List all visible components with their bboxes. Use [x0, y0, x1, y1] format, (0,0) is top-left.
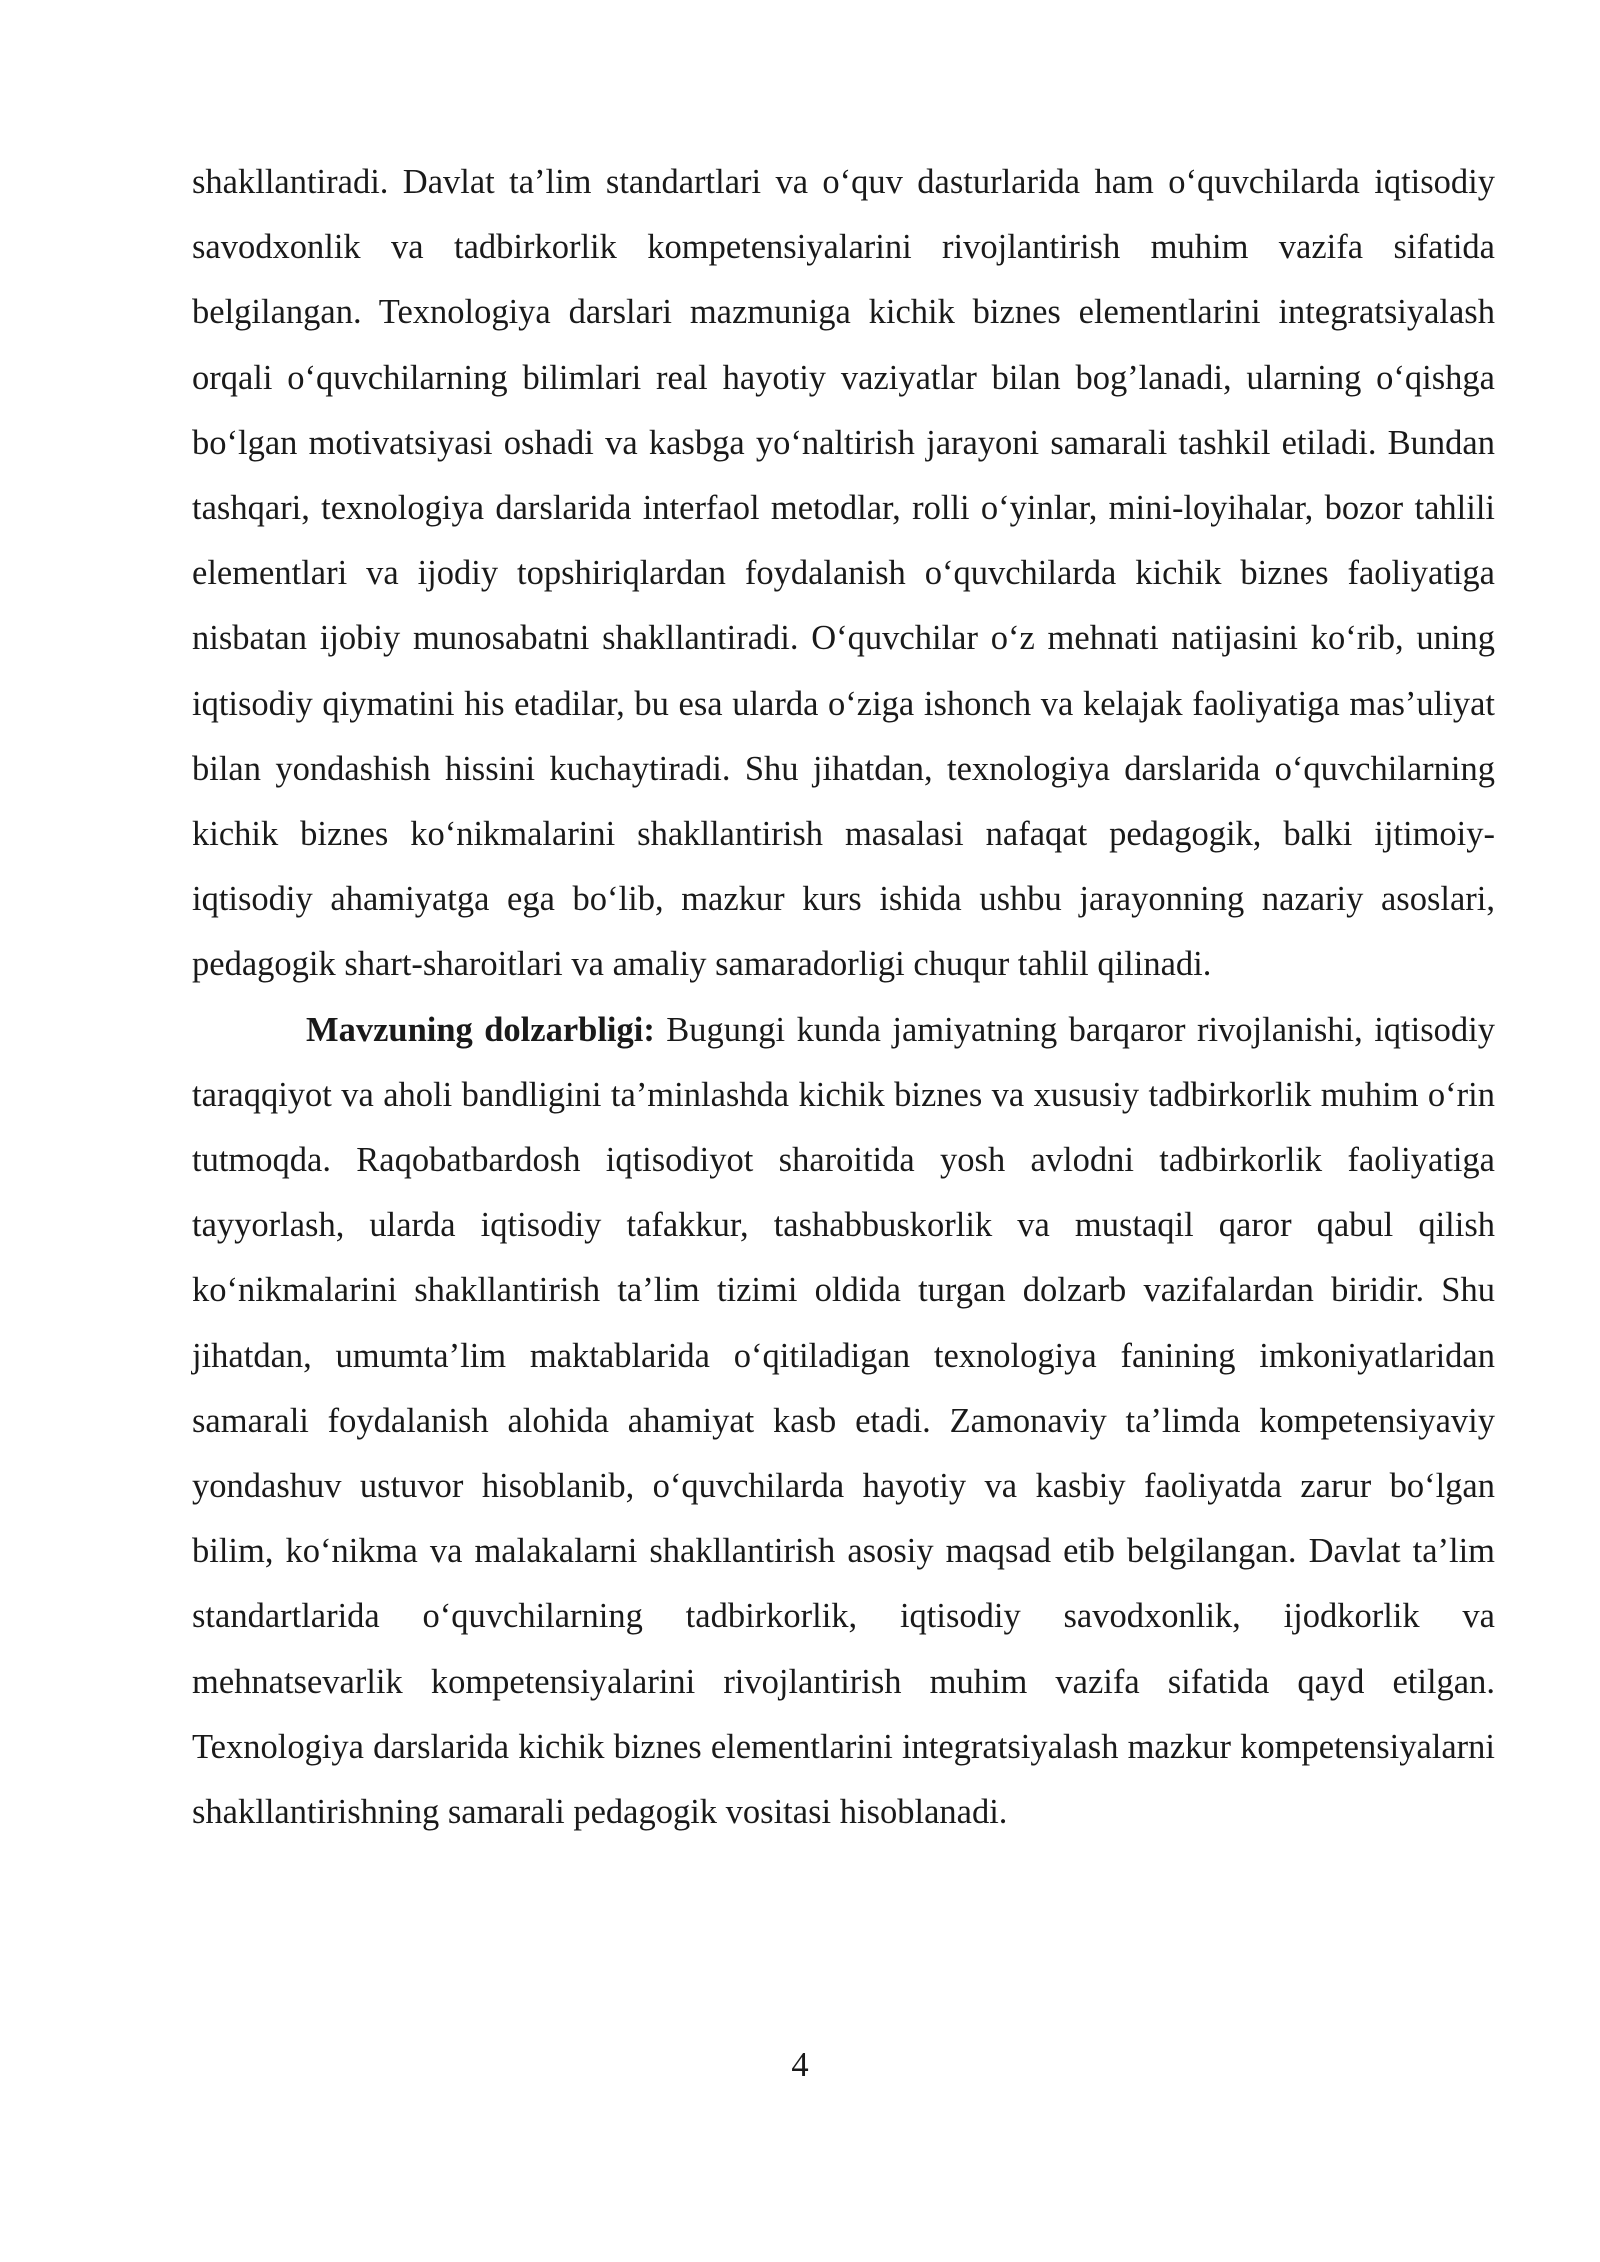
relevance-body: Bugungi kunda jamiyatning barqaror rivojlanishi, iqtisodiy taraqqiyot va aholi bandligini ta’minlashda kichik biznes va xususiy tadbirkorlik muhim o‘rin tutmoqda. Raqobatbardosh iqtisodiyot sharoitida yosh avlodni tadbirkorlik faoliyatiga tayyorlash, ularda iqtisodiy tafakkur, tashabbuskorlik va mustaqil qaror qabul qilish ko‘nikmalarini shakllantirish ta’lim tizimi oldida turgan dolzarb vazifalardan biridir. Shu jihatdan, umumta’lim maktablarida o‘qitiladigan texnologiya fanining imkoniyatlaridan samarali foydalanish alohida ahamiyat kasb etadi. Zamonaviy ta’limda kompetensiyaviy yondashuv ustuvor hisoblanib, o‘quvchilarda hayotiy va kasbiy faoliyatda zarur bo‘lgan bilim, ko‘nikma va malakalarni shakllantirish asosiy maqsad etib belgilangan. Davlat ta’lim standartlarida o‘quvchilarning tadbirkorlik, iqtisodiy savodxonlik, ijodkorlik va mehnatsevarlik kompetensiyalarini rivojlantirish muhim vazifa sifatida qayd etilgan. Texnologiya darslarida kichik biznes elementlarini integratsiyalash mazkur kompetensiyalarni shakllantirishning samarali pedagogik vositasi hisoblanadi. [192, 1010, 1495, 1832]
body-text [192, 150, 1495, 1845]
relevance-heading: Mavzuning dolzarbligi: [306, 1010, 655, 1049]
paragraph-intro-continuation: shakllantiradi. Davlat ta’lim standartlari va o‘quv dasturlarida ham o‘quvchilarda iqtisodiy savodxonlik va tadbirkorlik kompetensiyalarini rivojlantirish muhim vazifa sifatida belgilangan. Texnologiya darslari mazmuniga kichik biznes elementlarini integratsiyalash orqali o‘quvchilarning bilimlari real hayotiy vaziyatlar bilan bog’lanadi, ularning o‘qishga bo‘lgan motivatsiyasi oshadi va kasbga yo‘naltirish jarayoni samarali tashkil etiladi. Bundan tashqari, texnologiya darslarida interfaol metodlar, rolli o‘yinlar, mini-loyihalar, bozor tahlili elementlari va ijodiy topshiriqlardan foydalanish o‘quvchilarda kichik biznes faoliyatiga nisbatan ijobiy munosabatni shakllantiradi. O‘quvchilar o‘z mehnati natijasini ko‘rib, uning iqtisodiy qiymatini his etadilar, bu esa ularda o‘ziga ishonch va kelajak faoliyatiga mas’uliyat bilan yondashish hissini kuchaytiradi. Shu jihatdan, texnologiya darslarida o‘quvchilarning kichik biznes ko‘nikmalarini shakllantirish masalasi nafaqat pedagogik, balki ijtimoiy-iqtisodiy ahamiyatga ega bo‘lib, mazkur kurs ishida ushbu jarayonning nazariy asoslari, pedagogik shart-sharoitlari va amaliy samaradorligi chuqur tahlil qilinadi. [192, 163, 1495, 984]
page-number: 4 [791, 2046, 809, 2084]
paragraph-relevance [192, 998, 1495, 1846]
